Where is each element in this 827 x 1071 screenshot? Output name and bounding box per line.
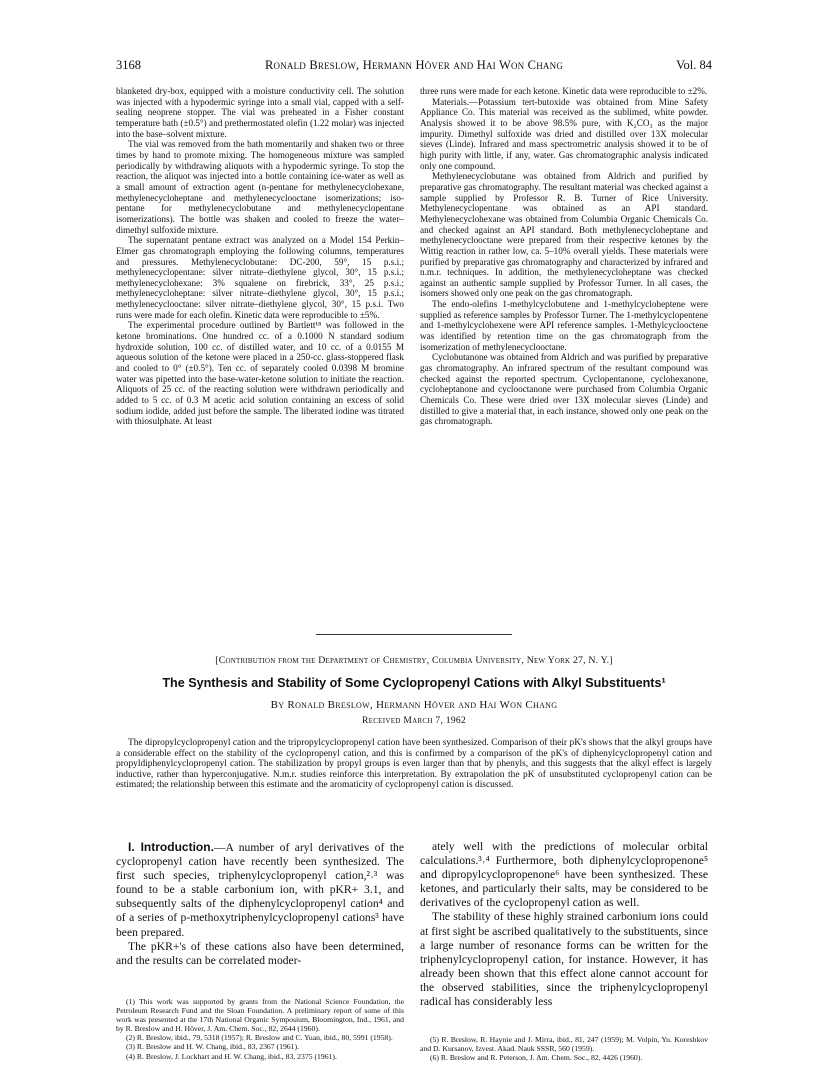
footnote: (1) This work was supported by grants from the National Science Foundation, the Petroleum Research Fund and the Sloan Foundation. A preliminary report of some of this work was presented at the 17th National Organic Symposium, Bloomington, Ind., 1961, and by R. Breslow and H. Höver, J. Am. Chem. Soc., 82, 2644 (1960). <box>116 997 404 1034</box>
page-number: 3168 <box>116 58 141 72</box>
abstract: The dipropylcyclopropenyl cation and the tripropylcyclopropenyl cation have been synthesized. Comparison of their pK's shows that the alkyl groups have a considerable effect on the stability of the cyclopropenyl cation, and this is confirmed by a comparison of the pK's of diphenylcyclopropenyl cation and propyldiphenylcyclopropenyl cation. The stabilization by propyl groups is even larger than that by phenyls, and this suggests that the alkyl effect is largely inductive, rather than hyperconjugative. N.m.r. studies reinforce this interpretation. By extrapolation the pK of unsubstituted cyclopropenyl cation can be estimated; the relationship between this estimate and the aromaticity of cyclopropenyl cation is discussed. <box>116 738 712 790</box>
paragraph: three runs were made for each ketone. Kinetic data were reproducible to ±2%. <box>420 86 708 96</box>
footnotes-left <box>116 997 404 1061</box>
paragraph: The endo-olefins 1-methylcyclobutene and 1-methylcycloheptene were supplied as reference samples by Professor Turner. The 1-methylcyclopentene and 1-methylcyclohexene were API reference samples. 1-Methylcyclooctene was identified by retention time on the gas chromatograph from the isomerization of methylenecyclooctane. <box>420 299 708 352</box>
footnote: (4) R. Breslow, J. Lockhart and H. W. Chang, ibid., 83, 2375 (1961). <box>126 1051 337 1061</box>
page-header <box>116 58 712 74</box>
top-right-column <box>420 86 708 427</box>
top-left-column <box>116 86 404 427</box>
footnote: (2) R. Breslow, ibid., 79, 5318 (1957); R. Breslow and C. Yuan, ibid., 80, 5991 (1958). <box>126 1033 393 1043</box>
paragraph: Materials.—Potassium tert-butoxide was obtained from Mine Safety Appliance Co. This material was received as the sublimed, white powder. Analysis showed it to be above 98.5% pure, with K₂CO₃ as the major impurity. Dimethyl sulfoxide was dried and distilled over 13X molecular sieves (Linde). Infrared and mass spectrometric analysis showed it to be of high purity with little, if any, water. Gas chromatographic analysis indicated only one compound. <box>420 96 708 171</box>
article-title: The Synthesis and Stability of Some Cyclopropenyl Cations with Alkyl Substituents¹ <box>162 676 666 690</box>
contribution-line: [Contribution from the Department of Chemistry, Columbia University, New York 27, N. Y.] <box>215 655 613 666</box>
intro-paragraph <box>116 840 404 940</box>
paragraph: The supernatant pentane extract was analyzed on a Model 154 Perkin–Elmer gas chromatograph employing the following columns, temperatures and pressures. Methylenecyclobutane: DC-200, 59°, 15 p.s.i.; methylenecyclopentane: silver nitrate–diethylene glycol, 30°, 15 p.s.i.; methylenecyclohexane: 3% squalene on firebrick, 33°, 25 p.s.i.; methylenecycloheptane: silver nitrate–diethylene glycol, 30°, 15 p.s.i.; methylenecyclooctane: silver nitrate–diethylene glycol, 30°, 15 p.s.i. Two runs were made for each olefin. Kinetic data were reproducible to ±5%. <box>116 235 404 320</box>
footnote: (6) R. Breslow and R. Peterson, J. Am. Chem. Soc., 82, 4426 (1960). <box>430 1053 643 1063</box>
body-right-column <box>420 840 708 1009</box>
volume-label: Vol. 84 <box>676 58 712 72</box>
section-heading: I. Introduction. <box>128 840 214 854</box>
paragraph: Cyclobutanone was obtained from Aldrich and was purified by preparative gas chromatography. An infrared spectrum of the resultant compound was checked against the reported spectrum. Cyclopentanone, cyclohexanone, cycloheptanone and cyclooctanone were purchased from Columbia Organic Chemicals Co. These were dried over 13X molecular sieves (Linde) and distilled to give a material that, in each instance, showed only one peak on the gas chromatograph. <box>420 352 708 427</box>
paragraph: The experimental procedure outlined by Bartlett¹⁸ was followed in the ketone brominations. One hundred cc. of a 0.1000 N standard sodium hydroxide solution, 100 cc. of distilled water, and 10 cc. of a 0.0155 M aqueous solution of the ketone were placed in a 250-cc. glass-stoppered flask and cooled to 0° (±0.5°). Ten cc. of separately cooled 0.0398 M bromine water was pipetted into the base-water-ketone solution to initiate the reaction. Aliquots of 25 cc. of the reacting solution were withdrawn periodically and added to 5 cc. of 0.3 M acetic acid solution containing an excess of solid sodium iodide, added just before the sample. The liberated iodine was titrated with thiosulphate. At least <box>116 320 404 427</box>
paragraph-text: —A number of aryl derivatives of the cyclopropenyl cation have recently been synthesized. The first such species, triphenylcyclopropenyl cation,²˒³ was found to be a stable carbonium ion, with pKR+ 3.1, and subsequently salts of the diphenylcyclopropenyl cation⁴ and of a series of p-methoxytriphenylcyclopropenyl cations³ have been prepared. <box>116 841 404 939</box>
section-divider <box>316 634 512 635</box>
footnote: (3) R. Breslow and H. W. Chang, ibid., 83, 2367 (1961). <box>126 1042 299 1052</box>
paragraph: blanketed dry-box, equipped with a moisture conductivity cell. The solution was injected with a hypodermic syringe into a small vial, capped with a self-sealing neoprene stopper. The vial was preheated in a Fisher constant temperature bath (±0.5°) and prethermostated olefin (1.22 molar) was injected into the base–solvent mixture. <box>116 86 404 139</box>
paragraph: The pKR+'s of these cations also have been determined, and the results can be correlated moder- <box>116 939 404 967</box>
paragraph: ately well with the predictions of molecular orbital calculations.³˒⁴ Furthermore, both diphenylcyclopropenone⁵ and dipropylcyclopropenone⁶ have been synthesized. These ketones, and particularly their salts, may be considered to be derivatives of the cyclopropenyl cation as well. <box>420 840 708 910</box>
paragraph: The vial was removed from the bath momentarily and shaken two or three times by hand to promote mixing. The homogeneous mixture was sampled periodically by withdrawing aliquots with a hypodermic syringe. To stop the reaction, the aliquot was injected into a bottle containing ice-water as well as a small amount of extraction agent (n-pentane for methylenecyclohexane, methylenecycloheptane and methylenecyclooctane isomerizations; iso-pentane for methylenecyclobutane and methylenecyclopentane isomerizations). The bottle was shaken and cooled to freeze the water–dimethyl sulfoxide mixture. <box>116 139 404 235</box>
footnote: (5) R. Breslow, R. Haynie and J. Mirra, ibid., 81, 247 (1959); M. Volpin, Yu. Koreshkov and D. Kursanov, Izvest. Akad. Nauk SSSR, 560 (1959). <box>420 1035 708 1054</box>
body-left-column <box>116 840 404 968</box>
paragraph: Methylenecyclobutane was obtained from Aldrich and purified by preparative gas chromatography. The resultant material was checked against a sample supplied by Professor R. B. Turner of Rice University. Methylenecyclopentane was obtained as an API standard. Methylenecyclohexane was obtained from Columbia Organic Chemicals Co. and checked against an API standard. Both methylenecycloheptane and methylenecyclooctane were prepared from their respective ketones by the Wittig reaction in rather low, ca. 5–10% overall yields. These materials were purified by preparative gas chromatography and characterized by infrared and n.m.r. techniques. In addition, the methylenecycloheptane was checked against an authentic sample supplied by Professor Turner. In all cases, the isomers showed only one peak on the gas chromatograph. <box>420 171 708 299</box>
footnotes-right <box>420 1035 708 1062</box>
paragraph: The stability of these highly strained carbonium ions could at first sight be ascribed qualitatively to the substituents, since a large number of resonance forms can be written for the triphenylcyclopropenyl cation, for instance. However, it has already been shown that this effect alone cannot account for the observed stabilities, since the triphenylcyclopropenyl radical has considerably less <box>420 910 708 1009</box>
article-authors: By Ronald Breslow, Hermann Höver and Hai Won Chang <box>270 699 558 711</box>
received-date: Received March 7, 1962 <box>361 716 467 726</box>
running-title: Ronald Breslow, Hermann Höver and Hai Won Chang <box>264 58 564 72</box>
